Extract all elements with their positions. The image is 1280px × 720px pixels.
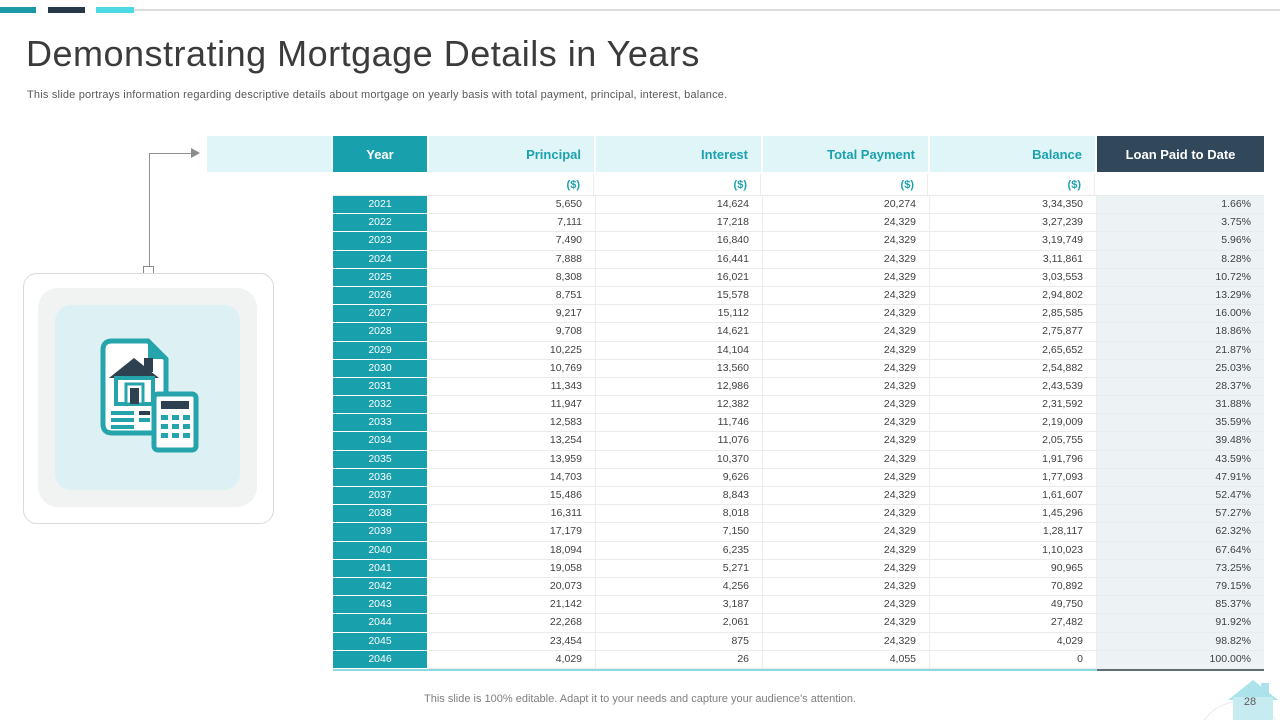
year-cell: 2025 — [333, 269, 427, 287]
value-cell: 24,329 — [763, 214, 930, 232]
value-cell: 10,225 — [429, 342, 596, 360]
value-cell: 1,45,296 — [930, 505, 1097, 523]
value-cell: 11,947 — [429, 396, 596, 414]
page-title: Demonstrating Mortgage Details in Years — [26, 33, 700, 74]
value-cell: 9,217 — [429, 305, 596, 323]
column-header-balance: Balance — [930, 136, 1095, 172]
year-cell: 2026 — [333, 287, 427, 305]
value-cell: 875 — [596, 633, 763, 651]
table-row — [333, 451, 1264, 469]
value-cell: 14,624 — [596, 196, 763, 214]
value-cell: 5,650 — [429, 196, 596, 214]
value-cell: 12,583 — [429, 414, 596, 432]
value-cell: 20,274 — [763, 196, 930, 214]
year-cell: 2035 — [333, 451, 427, 469]
table-row — [333, 360, 1264, 378]
year-cell: 2039 — [333, 523, 427, 541]
table-body — [333, 196, 1264, 669]
table-row — [333, 651, 1264, 669]
value-cell: 43.59% — [1097, 451, 1264, 469]
table-row — [333, 251, 1264, 269]
table-row — [333, 487, 1264, 505]
value-cell: 18,094 — [429, 542, 596, 560]
value-cell: 2,75,877 — [930, 323, 1097, 341]
year-cell: 2042 — [333, 578, 427, 596]
value-cell: 2,05,755 — [930, 432, 1097, 450]
year-cell: 2023 — [333, 232, 427, 250]
value-cell: 24,329 — [763, 560, 930, 578]
value-cell: 24,329 — [763, 287, 930, 305]
column-header-total-payment: Total Payment — [763, 136, 928, 172]
connector-arrowhead-icon — [191, 148, 200, 158]
value-cell: 70,892 — [930, 578, 1097, 596]
value-cell: 24,329 — [763, 378, 930, 396]
year-cell: 2032 — [333, 396, 427, 414]
year-cell: 2037 — [333, 487, 427, 505]
value-cell: 100.00% — [1097, 651, 1264, 669]
value-cell: 23,454 — [429, 633, 596, 651]
value-cell: 24,329 — [763, 342, 930, 360]
value-cell: 24,329 — [763, 232, 930, 250]
currency-cell — [333, 174, 427, 195]
table-row — [333, 414, 1264, 432]
value-cell: 3,19,749 — [930, 232, 1097, 250]
value-cell: 3,34,350 — [930, 196, 1097, 214]
table-row — [333, 214, 1264, 232]
value-cell: 4,029 — [930, 633, 1097, 651]
table-row — [333, 560, 1264, 578]
value-cell: 98.82% — [1097, 633, 1264, 651]
value-cell: 7,888 — [429, 251, 596, 269]
value-cell: 24,329 — [763, 360, 930, 378]
value-cell: 39.48% — [1097, 432, 1264, 450]
value-cell: 28.37% — [1097, 378, 1264, 396]
value-cell: 85.37% — [1097, 596, 1264, 614]
year-cell: 2045 — [333, 633, 427, 651]
table-header-row — [333, 136, 1264, 172]
value-cell: 16,441 — [596, 251, 763, 269]
value-cell: 8,018 — [596, 505, 763, 523]
value-cell: 47.91% — [1097, 469, 1264, 487]
value-cell: 2,19,009 — [930, 414, 1097, 432]
value-cell: 12,986 — [596, 378, 763, 396]
value-cell: 10,370 — [596, 451, 763, 469]
mortgage-table — [333, 136, 1264, 671]
value-cell: 2,061 — [596, 614, 763, 632]
value-cell: 10,769 — [429, 360, 596, 378]
table-row — [333, 469, 1264, 487]
currency-subheader-row — [333, 174, 1264, 196]
accent-bar-navy — [48, 7, 85, 13]
value-cell: 91.92% — [1097, 614, 1264, 632]
value-cell: 21,142 — [429, 596, 596, 614]
value-cell: 24,329 — [763, 578, 930, 596]
value-cell: 15,112 — [596, 305, 763, 323]
table-row — [333, 578, 1264, 596]
value-cell: 2,31,592 — [930, 396, 1097, 414]
year-cell: 2029 — [333, 342, 427, 360]
value-cell: 2,94,802 — [930, 287, 1097, 305]
top-divider-line — [96, 9, 1280, 11]
value-cell: 24,329 — [763, 251, 930, 269]
currency-cell: ($) — [596, 174, 761, 195]
table-row — [333, 269, 1264, 287]
year-cell: 2044 — [333, 614, 427, 632]
value-cell: 9,626 — [596, 469, 763, 487]
connector-horizontal-line — [149, 153, 192, 154]
table-row — [333, 542, 1264, 560]
value-cell: 1,10,023 — [930, 542, 1097, 560]
table-row — [333, 523, 1264, 541]
value-cell: 24,329 — [763, 542, 930, 560]
table-row — [333, 305, 1264, 323]
header-accent-band — [207, 136, 332, 172]
year-cell: 2043 — [333, 596, 427, 614]
value-cell: 18.86% — [1097, 323, 1264, 341]
currency-cell: ($) — [763, 174, 928, 195]
table-row — [333, 287, 1264, 305]
value-cell: 2,85,585 — [930, 305, 1097, 323]
value-cell: 5.96% — [1097, 232, 1264, 250]
value-cell: 13,254 — [429, 432, 596, 450]
column-header-interest: Interest — [596, 136, 761, 172]
currency-cell — [1097, 174, 1264, 195]
table-row — [333, 323, 1264, 341]
value-cell: 73.25% — [1097, 560, 1264, 578]
value-cell: 31.88% — [1097, 396, 1264, 414]
accent-bar-cyan — [96, 7, 134, 13]
year-cell: 2028 — [333, 323, 427, 341]
year-cell: 2046 — [333, 651, 427, 669]
value-cell: 57.27% — [1097, 505, 1264, 523]
value-cell: 90,965 — [930, 560, 1097, 578]
value-cell: 14,703 — [429, 469, 596, 487]
value-cell: 7,490 — [429, 232, 596, 250]
value-cell: 16.00% — [1097, 305, 1264, 323]
year-cell: 2036 — [333, 469, 427, 487]
value-cell: 35.59% — [1097, 414, 1264, 432]
value-cell: 67.64% — [1097, 542, 1264, 560]
value-cell: 4,055 — [763, 651, 930, 669]
value-cell: 24,329 — [763, 414, 930, 432]
value-cell: 15,578 — [596, 287, 763, 305]
currency-cell: ($) — [429, 174, 594, 195]
value-cell: 22,268 — [429, 614, 596, 632]
value-cell: 8.28% — [1097, 251, 1264, 269]
house-document-calculator-icon — [92, 332, 204, 456]
column-header-loan-paid: Loan Paid to Date — [1097, 136, 1264, 172]
value-cell: 7,150 — [596, 523, 763, 541]
table-bottom-border — [333, 669, 1264, 671]
table-row — [333, 432, 1264, 450]
bottom-border-dark — [1097, 669, 1264, 671]
table-row — [333, 633, 1264, 651]
value-cell: 8,751 — [429, 287, 596, 305]
value-cell: 4,029 — [429, 651, 596, 669]
column-header-principal: Principal — [429, 136, 594, 172]
value-cell: 17,218 — [596, 214, 763, 232]
value-cell: 16,021 — [596, 269, 763, 287]
value-cell: 2,54,882 — [930, 360, 1097, 378]
value-cell: 24,329 — [763, 432, 930, 450]
value-cell: 17,179 — [429, 523, 596, 541]
year-cell: 2024 — [333, 251, 427, 269]
value-cell: 24,329 — [763, 323, 930, 341]
table-row — [333, 232, 1264, 250]
value-cell: 15,486 — [429, 487, 596, 505]
value-cell: 3,27,239 — [930, 214, 1097, 232]
table-row — [333, 378, 1264, 396]
value-cell: 52.47% — [1097, 487, 1264, 505]
year-cell: 2040 — [333, 542, 427, 560]
value-cell: 24,329 — [763, 596, 930, 614]
value-cell: 24,329 — [763, 451, 930, 469]
value-cell: 21.87% — [1097, 342, 1264, 360]
value-cell: 24,329 — [763, 469, 930, 487]
year-cell: 2041 — [333, 560, 427, 578]
value-cell: 12,382 — [596, 396, 763, 414]
year-cell: 2038 — [333, 505, 427, 523]
value-cell: 24,329 — [763, 487, 930, 505]
value-cell: 2,43,539 — [930, 378, 1097, 396]
value-cell: 4,256 — [596, 578, 763, 596]
year-cell: 2031 — [333, 378, 427, 396]
value-cell: 6,235 — [596, 542, 763, 560]
value-cell: 3,03,553 — [930, 269, 1097, 287]
value-cell: 5,271 — [596, 560, 763, 578]
year-cell: 2027 — [333, 305, 427, 323]
value-cell: 24,329 — [763, 633, 930, 651]
year-cell: 2033 — [333, 414, 427, 432]
connector-vertical-line — [149, 153, 150, 272]
value-cell: 24,329 — [763, 269, 930, 287]
value-cell: 1.66% — [1097, 196, 1264, 214]
value-cell: 0 — [930, 651, 1097, 669]
value-cell: 3,11,861 — [930, 251, 1097, 269]
value-cell: 2,65,652 — [930, 342, 1097, 360]
table-row — [333, 196, 1264, 214]
value-cell: 16,311 — [429, 505, 596, 523]
value-cell: 27,482 — [930, 614, 1097, 632]
year-cell: 2030 — [333, 360, 427, 378]
value-cell: 11,343 — [429, 378, 596, 396]
value-cell: 11,746 — [596, 414, 763, 432]
page-subtitle: This slide portrays information regarding descriptive details about mortgage on yearly basis with total payment, principal, interest, balance. — [27, 89, 728, 101]
value-cell: 1,91,796 — [930, 451, 1097, 469]
page-number: 28 — [1243, 696, 1257, 708]
bottom-border-teal — [333, 669, 1097, 671]
value-cell: 14,621 — [596, 323, 763, 341]
footer-note: This slide is 100% editable. Adapt it to your needs and capture your audience's attention. — [424, 693, 856, 705]
table-row — [333, 396, 1264, 414]
column-header-year: Year — [333, 136, 427, 172]
value-cell: 49,750 — [930, 596, 1097, 614]
value-cell: 14,104 — [596, 342, 763, 360]
value-cell: 10.72% — [1097, 269, 1264, 287]
value-cell: 11,076 — [596, 432, 763, 450]
year-cell: 2021 — [333, 196, 427, 214]
value-cell: 7,111 — [429, 214, 596, 232]
value-cell: 24,329 — [763, 523, 930, 541]
value-cell: 13,560 — [596, 360, 763, 378]
year-cell: 2022 — [333, 214, 427, 232]
currency-cell: ($) — [930, 174, 1095, 195]
value-cell: 26 — [596, 651, 763, 669]
table-row — [333, 614, 1264, 632]
value-cell: 24,329 — [763, 505, 930, 523]
year-cell: 2034 — [333, 432, 427, 450]
value-cell: 8,308 — [429, 269, 596, 287]
value-cell: 13,959 — [429, 451, 596, 469]
value-cell: 9,708 — [429, 323, 596, 341]
value-cell: 24,329 — [763, 396, 930, 414]
value-cell: 19,058 — [429, 560, 596, 578]
value-cell: 25.03% — [1097, 360, 1264, 378]
table-row — [333, 342, 1264, 360]
value-cell: 16,840 — [596, 232, 763, 250]
table-row — [333, 505, 1264, 523]
value-cell: 8,843 — [596, 487, 763, 505]
value-cell: 20,073 — [429, 578, 596, 596]
table-row — [333, 596, 1264, 614]
value-cell: 3.75% — [1097, 214, 1264, 232]
value-cell: 62.32% — [1097, 523, 1264, 541]
value-cell: 24,329 — [763, 614, 930, 632]
value-cell: 24,329 — [763, 305, 930, 323]
value-cell: 1,77,093 — [930, 469, 1097, 487]
value-cell: 3,187 — [596, 596, 763, 614]
value-cell: 1,61,607 — [930, 487, 1097, 505]
value-cell: 79.15% — [1097, 578, 1264, 596]
value-cell: 13.29% — [1097, 287, 1264, 305]
accent-bar-teal — [0, 7, 36, 13]
value-cell: 1,28,117 — [930, 523, 1097, 541]
